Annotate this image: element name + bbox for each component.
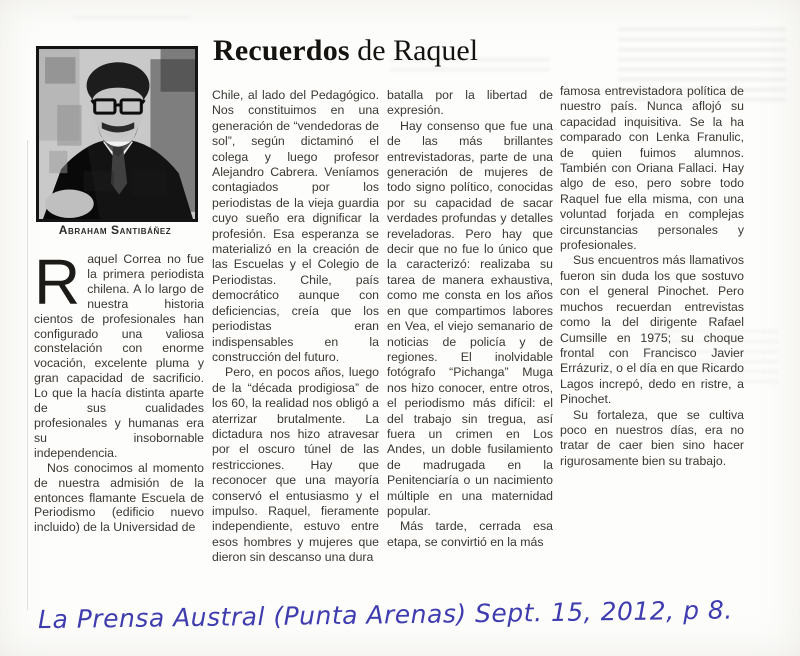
photo-caption: Abraham Santibáñez [58,223,172,237]
text-column-2 [212,88,379,592]
bleed-through-smudge [72,16,190,26]
paper-crease [27,140,28,610]
paragraph: Más tarde, cerrada esa etapa, se convirtió en la más [387,519,553,549]
dropcap-letter: R [34,252,81,318]
paragraph: famosa entrevistadora política de nuestro país. Nunca aflojó su capacidad inquisitiva. Se la ha comparado con Lenka Franulic, de quien fuimos alumnos. También con Oriana Fallaci. Hay algo de eso, pero sobre todo Raquel fue ella misma, con una voluntad forjada en complejas circunstancias personales y profesionales. [560,84,744,253]
paragraph: Pero, en pocos años, luego de la “década prodigiosa” de los 60, la realidad nos obligó a aterrizar brutalmente. La dictadura nos hizo atravesar por el oscuro túnel de las restricciones. Hay que reconocer que una mayoría conservó el entusiasmo y el impulso. Raquel, fieramente independiente, estuvo entre esos hombres y mujeres que dieron sin descanso una dura [212,365,379,565]
portrait-photo-illustration [39,49,195,219]
paragraph [34,252,204,461]
handwritten-source-citation: La Prensa Austral (Punta Arenas) Sept. 15, 2012, p 8. [37,595,733,635]
headline-bold-part: Recuerdos [213,34,350,67]
paragraph: Su fortaleza, que se cultiva poco en nuestros días, era no tratar de caer bien sino hacer rigurosamente bien su trabajo. [560,407,744,468]
article-headline [213,34,478,68]
portrait-photo [36,46,198,222]
paragraph: batalla por la libertad de expresión. [387,88,553,118]
text-column-1 [34,252,204,588]
paragraph: Nos conocimos al momento de nuestra admisión de la entonces flamante Escuela de Periodismo (edificio nuevo incluido) de la Universidad de [34,460,204,535]
paragraph: Sus encuentros más llamativos fueron sin duda los que sostuvo con el general Pinochet. Pero muchos recuerdan entrevistas como la del dirigente Rafael Cumsille en 1975; su choque frontal con Francisco Javier Errázuriz, o el día en que Ricardo Lagos increpó, dedo en ristre, a Pinochet. [560,253,744,407]
paragraph-text: aquel Correa no fue la primera periodista chilena. A lo largo de nuestra historia cientos de profesionales han configurado una valiosa constelación con enorme vocación, excelente pluma y gran capacidad de sacrificio. Lo que la hacía distinta aparte de sus cualidades profesionales y humanas era su insobornable independencia. [34,252,204,460]
paragraph: Chile, al lado del Pedagógico. Nos constituimos en una generación de “vendedoras de sol”, según dictaminó el colega y luego profesor Alejandro Cabrera. Veníamos contagiados por los periodistas de la vieja guardia cuyo sueño era dignificar la profesión. Esa esperanza se materializó en la creación de las Escuelas y el Colegio de Periodistas. Chile, país democrático aunque con deficiencias, creía que los periodistas eran indispensables en la construcción del futuro. [212,88,379,364]
headline-regular-part: de Raquel [349,34,479,67]
text-column-4 [560,84,744,592]
text-column-3 [387,88,553,592]
paragraph: Hay consenso que fue una de las más brillantes entrevistadoras, parte de una generación de mujeres de todo signo político, conocidas por su capacidad de sacar verdades profundas y detalles reveladoras. Pero hay que decir que no fue lo único que la caracterizó: realizaba su tarea de manera exhaustiva, como me consta en los años en que compartimos labores en Vea, el viejo semanario de noticias de policía y de regiones. El inolvidable fotógrafo “Pichanga” Muga nos hizo conocer, entre otros, el periodismo más difícil: el del trabajo sin tregua, así fuera un crimen en Los Andes, un doble fusilamiento de madrugada en la Penitenciaría o un nacimiento múltiple en una maternidad popular. [387,118,553,518]
